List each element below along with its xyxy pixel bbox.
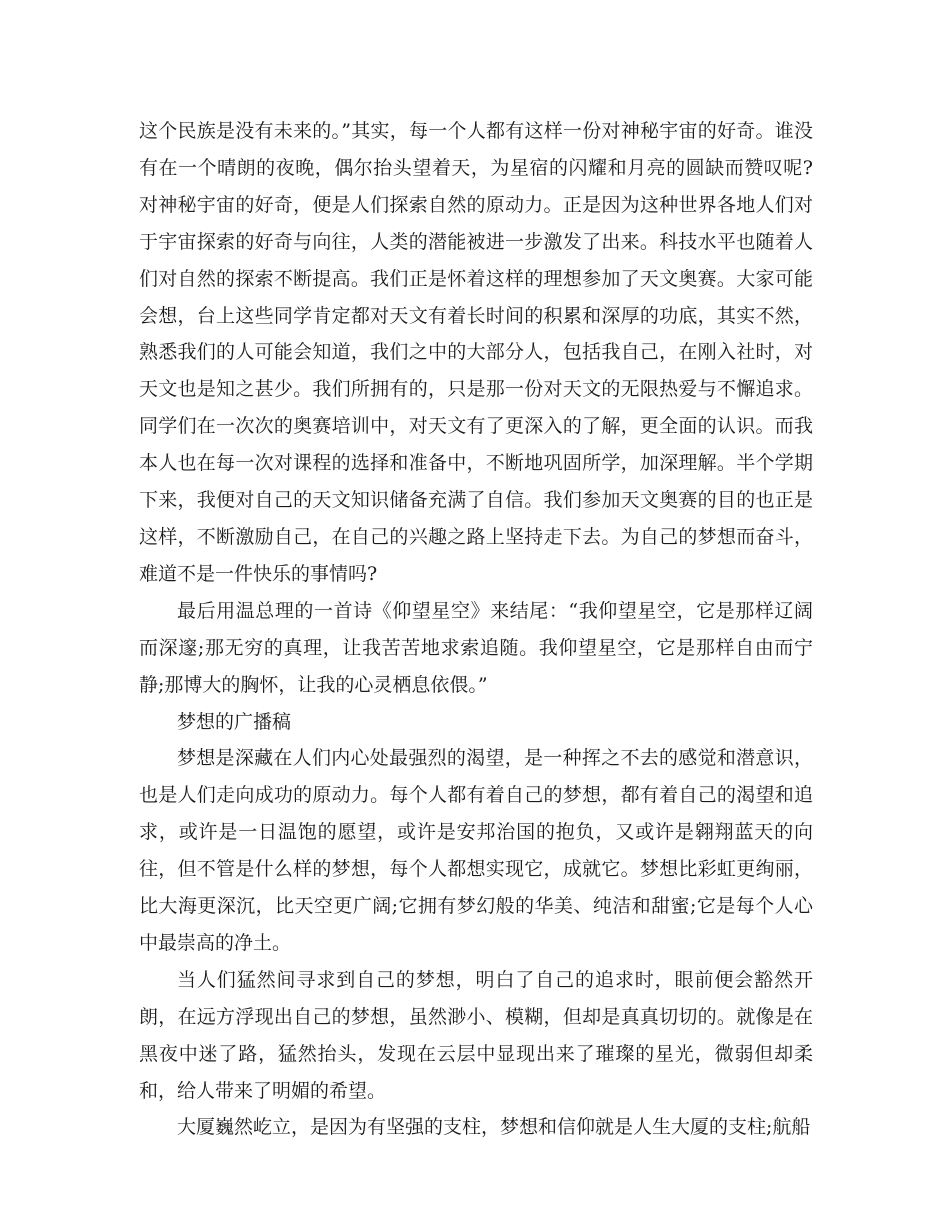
document-page <box>139 113 813 1146</box>
paragraph-poem-ending: 最后用温总理的一首诗《仰望星空》来结尾：“我仰望星空，它是那样辽阔而深邃;那无穷的真理，让我苦苦地求索追随。我仰望星空，它是那样自由而宁静;那博大的胸怀，让我的心灵栖息依偎。” <box>139 599 813 696</box>
section-heading: 梦想的广播稿 <box>177 710 292 733</box>
paragraph-dream-discovery: 当人们猛然间寻求到自己的梦想，明白了自己的追求时，眼前便会豁然开朗，在远方浮现出自己的梦想，虽然渺小、模糊，但却是真真切切的。就像是在黑夜中迷了路，猛然抬头，发现在云层中显现出来了璀璨的星光，微弱但却柔和，给人带来了明媚的希望。 <box>139 968 813 1102</box>
paragraph-astronomy-curiosity: 这个民族是没有未来的。”其实，每一个人都有这样一份对神秘宇宙的好奇。谁没有在一个晴朗的夜晚，偶尔抬头望着天，为星宿的闪耀和月亮的圆缺而赞叹呢?对神秘宇宙的好奇，便是人们探索自然的原动力。正是因为这种世界各地人们对于宇宙探索的好奇与向往，人类的潜能被进一步激发了出来。科技水平也随着人们对自然的探索不断提高。我们正是怀着这样的理想参加了天文奥赛。大家可能会想，台上这些同学肯定都对天文有着长时间的积累和深厚的功底，其实不然，熟悉我们的人可能会知道，我们之中的大部分人，包括我自己，在刚入社时，对天文也是知之甚少。我们所拥有的，只是那一份对天文的无限热爱与不懈追求。同学们在一次次的奥赛培训中，对天文有了更深入的了解，更全面的认识。而我本人也在每一次对课程的选择和准备中，不断地巩固所学，加深理解。半个学期下来，我便对自己的天文知识储备充满了自信。我们参加天文奥赛的目的也正是这样，不断激励自己，在自己的兴趣之路上坚持走下去。为自己的梦想而奋斗，难道不是一件快乐的事情吗? <box>139 120 813 585</box>
paragraph-dream-pillar: 大厦巍然屹立，是因为有坚强的支柱，梦想和信仰就是人生大厦的支柱;航船 <box>177 1116 811 1139</box>
paragraph-dream-definition: 梦想是深藏在人们内心处最强烈的渴望，是一种挥之不去的感觉和潜意识，也是人们走向成功的原动力。每个人都有着自己的梦想，都有着自己的渴望和追求，或许是一日温饱的愿望，或许是安邦治国的抱负，又或许是翱翔蓝天的向往，但不管是什么样的梦想，每个人都想实现它，成就它。梦想比彩虹更绚丽，比大海更深沉，比天空更广阔;它拥有梦幻般的华美、纯洁和甜蜜;它是每个人心中最崇高的净土。 <box>139 747 813 954</box>
